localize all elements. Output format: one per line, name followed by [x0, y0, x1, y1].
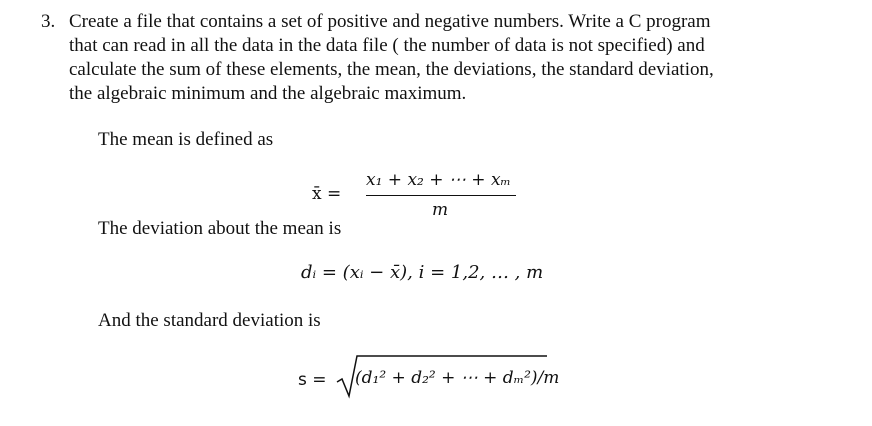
stddev-equation-lhs: s =: [298, 370, 327, 390]
mean-equation: [312, 168, 542, 228]
stddev-equation-radicand: (d₁² + d₂² + ⋯ + dₘ²)/m: [355, 368, 560, 388]
question-line-1: Create a file that contains a set of positive and negative numbers. Write a C program: [69, 11, 711, 32]
stddev-label: And the standard deviation is: [98, 310, 321, 331]
stddev-equation: [298, 354, 558, 404]
question-line-3: calculate the sum of these elements, the mean, the deviations, the standard deviation,: [69, 59, 714, 80]
question-number: 3.: [41, 11, 56, 32]
mean-equation-numerator: x₁ + x₂ + ⋯ + xₘ: [366, 170, 511, 190]
mean-equation-denominator: m: [432, 200, 449, 220]
fraction-bar: [366, 195, 516, 196]
question-line-2: that can read in all the data in the data file ( the number of data is not specified) and: [69, 35, 705, 56]
mean-equation-lhs: x̄ =: [312, 184, 342, 204]
question-text: [69, 10, 849, 106]
deviation-label: The deviation about the mean is: [98, 218, 342, 239]
question-line-4: the algebraic minimum and the algebraic maximum.: [69, 83, 467, 104]
mean-label: The mean is defined as: [98, 129, 274, 150]
deviation-equation: dᵢ = (xᵢ − x̄), i = 1,2, … , m: [301, 262, 544, 283]
